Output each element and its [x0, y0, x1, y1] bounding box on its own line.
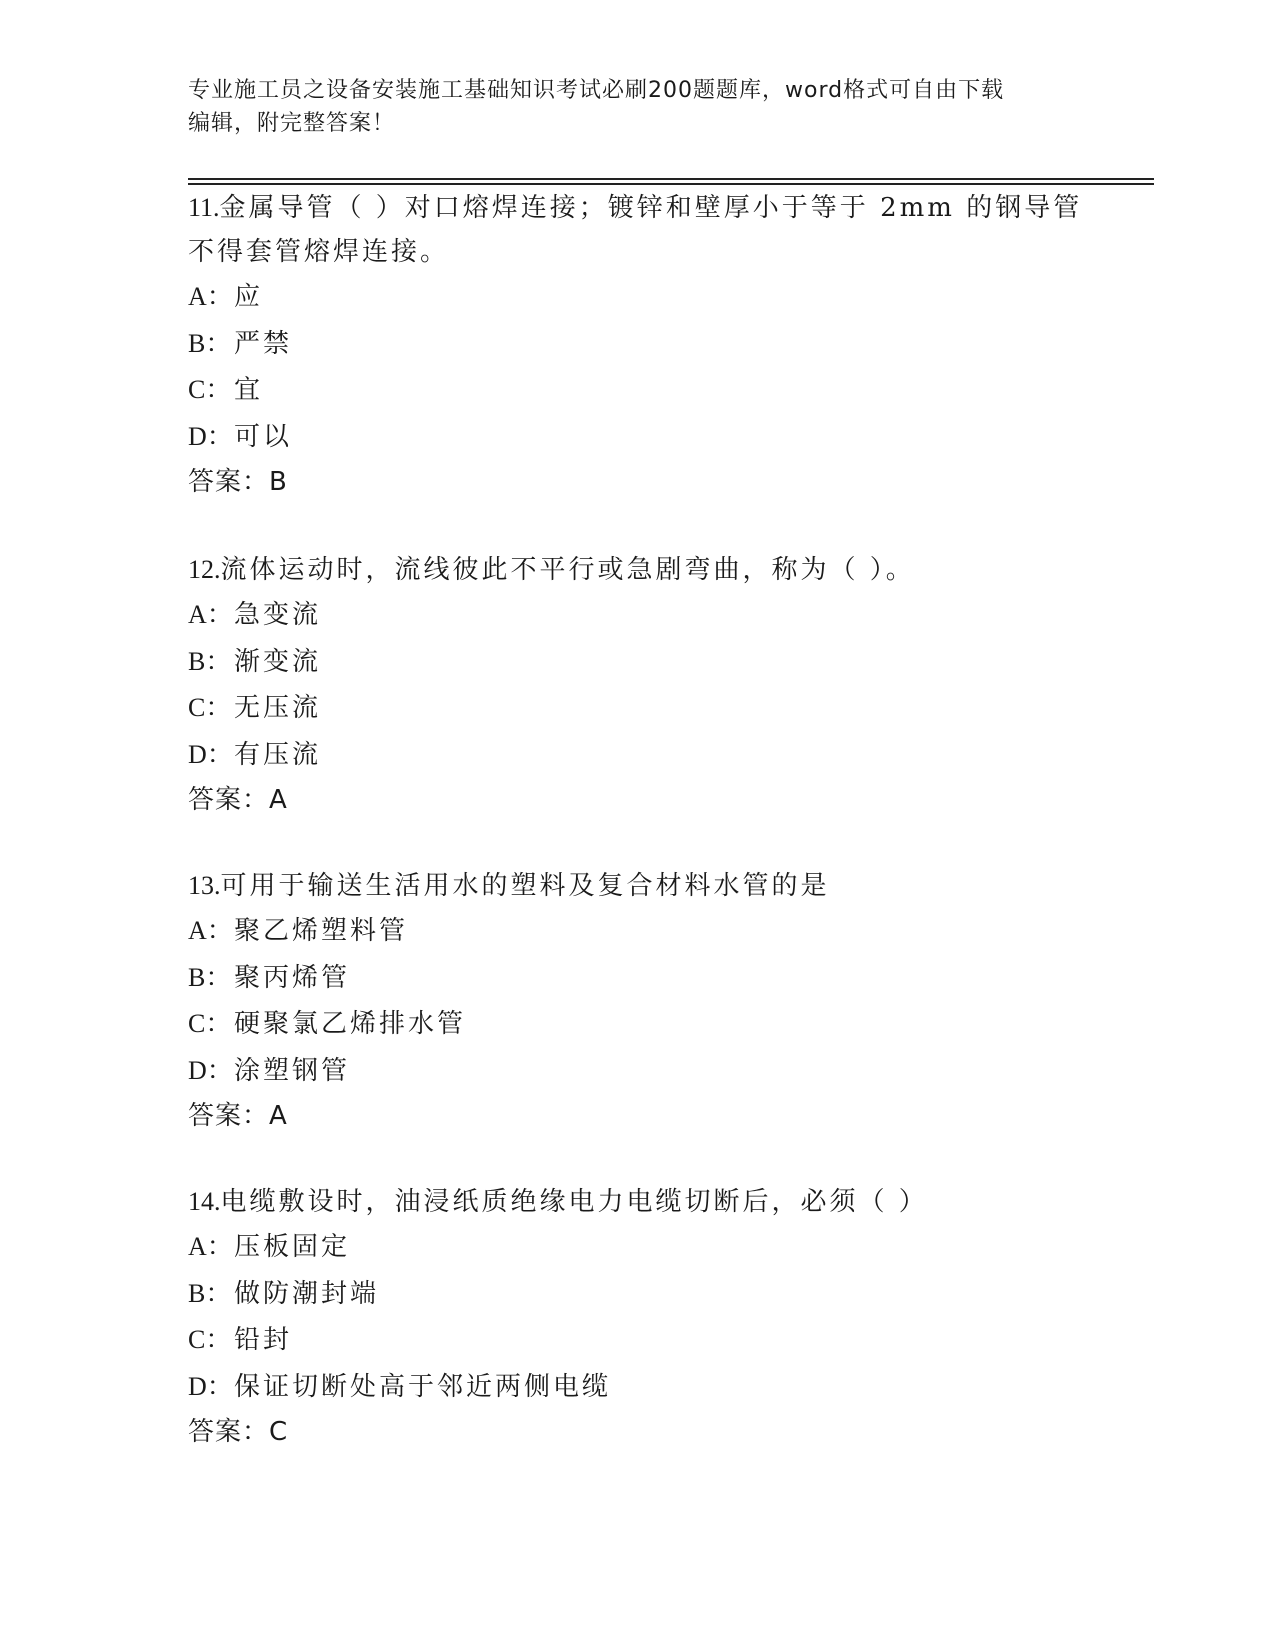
question-13	[188, 864, 1088, 1140]
option-key: C：	[188, 1325, 232, 1354]
option-a	[188, 908, 1088, 955]
option-text: 涂塑钢管	[234, 1055, 351, 1086]
option-text: 压板固定	[234, 1232, 351, 1262]
header-line-1: 专业施工员之设备安装施工基础知识考试必刷200题题库，word格式可自由下载	[188, 78, 1005, 103]
option-d	[188, 1048, 1088, 1095]
option-text: 渐变流	[234, 646, 322, 677]
header-divider-bottom	[188, 183, 1154, 185]
option-key: B：	[188, 328, 232, 358]
option-key: D：	[188, 1055, 233, 1085]
option-d	[188, 414, 1088, 461]
question-stem	[188, 186, 1088, 230]
question-stem-line-1: 电缆敷设时，油浸纸质绝缘电力电缆切断后，必须（ ）	[220, 1187, 928, 1217]
question-stem-line-2: 不得套管熔焊连接。	[188, 237, 450, 267]
option-key: C：	[188, 375, 232, 404]
question-number: 14.	[188, 1187, 221, 1216]
answer: 答案：B	[188, 467, 288, 497]
option-text: 宜	[234, 375, 264, 405]
answer: 答案：C	[188, 1417, 289, 1447]
option-c	[188, 685, 1088, 732]
option-a	[188, 274, 1088, 321]
document-header	[188, 74, 1088, 140]
option-key: B：	[188, 962, 232, 992]
question-14	[188, 1180, 1088, 1456]
option-key: A：	[188, 600, 233, 629]
option-b	[188, 1271, 1088, 1318]
option-c	[188, 1001, 1088, 1048]
option-text: 可以	[234, 421, 293, 452]
option-key: D：	[188, 421, 233, 451]
option-key: C：	[188, 693, 232, 722]
option-key: A：	[188, 1232, 233, 1261]
option-text: 硬聚氯乙烯排水管	[234, 1009, 467, 1039]
option-text: 急变流	[234, 600, 322, 630]
option-a	[188, 1224, 1088, 1271]
option-text: 做防潮封端	[234, 1278, 380, 1309]
question-stem-line-1: 金属导管（ ）对口熔焊连接；镀锌和壁厚小于等于 2mm 的钢导管	[219, 193, 1083, 223]
option-key: B：	[188, 646, 232, 676]
question-number: 11.	[188, 193, 220, 222]
option-text: 聚乙烯塑料管	[234, 916, 409, 946]
question-stem	[188, 864, 1088, 908]
option-key: C：	[188, 1009, 232, 1038]
option-d	[188, 1364, 1088, 1411]
option-text: 有压流	[234, 739, 322, 770]
option-key: A：	[188, 282, 233, 311]
option-a	[188, 592, 1088, 639]
answer: 答案：A	[188, 1101, 288, 1131]
question-stem	[188, 548, 1088, 592]
option-b	[188, 639, 1088, 686]
option-key: B：	[188, 1278, 232, 1308]
option-b	[188, 321, 1088, 368]
question-number: 12.	[188, 555, 221, 584]
option-text: 应	[234, 282, 264, 312]
question-stem-line-1: 可用于输送生活用水的塑料及复合材料水管的是	[220, 871, 830, 901]
option-text: 聚丙烯管	[234, 962, 351, 993]
option-text: 铅封	[234, 1325, 293, 1355]
option-key: D：	[188, 1371, 233, 1401]
option-d	[188, 732, 1088, 779]
question-number: 13.	[188, 871, 221, 900]
question-stem-line-1: 流体运动时，流线彼此不平行或急剧弯曲，称为（ ）。	[220, 555, 915, 585]
option-text: 严禁	[234, 328, 293, 359]
header-line-2: 编辑，附完整答案！	[188, 111, 396, 136]
option-c	[188, 367, 1088, 414]
option-key: D：	[188, 739, 233, 769]
option-text: 无压流	[234, 693, 322, 723]
header-divider-top	[188, 178, 1154, 180]
option-key: A：	[188, 916, 233, 945]
option-b	[188, 955, 1088, 1002]
option-c	[188, 1317, 1088, 1364]
question-12	[188, 548, 1088, 824]
question-11	[188, 186, 1088, 506]
option-text: 保证切断处高于邻近两侧电缆	[234, 1371, 612, 1402]
question-stem	[188, 1180, 1088, 1224]
answer: 答案：A	[188, 785, 288, 815]
